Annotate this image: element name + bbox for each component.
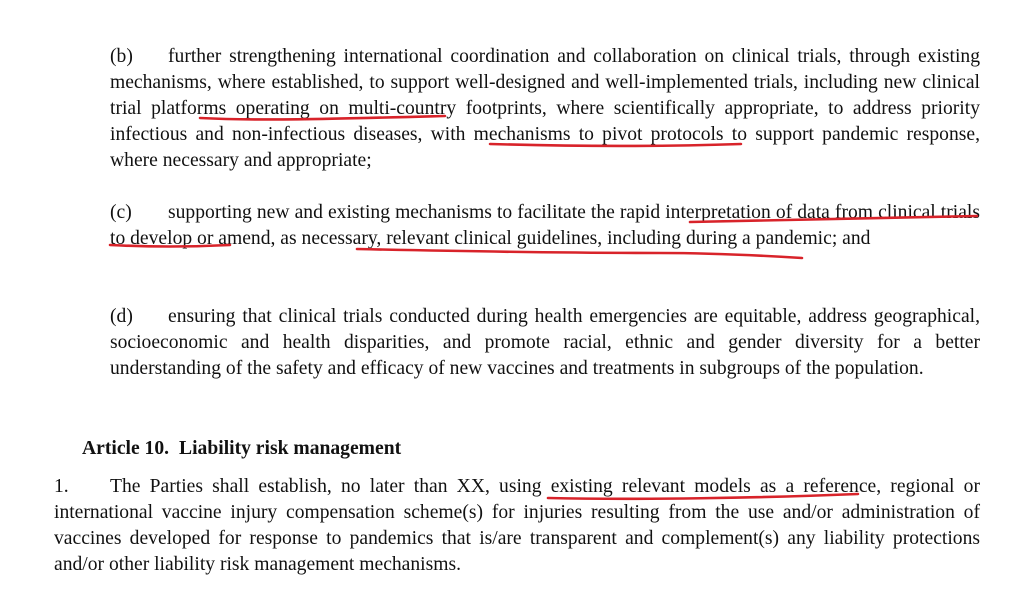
- paragraph-item-d: [110, 304, 980, 382]
- paragraph-item-c: [110, 200, 980, 252]
- item-label-b: (b): [110, 46, 133, 67]
- paragraph-text-1: The Parties shall establish, no later than XX, using existing relevant models as a reference, regional or international vaccine injury compensation scheme(s) for injuries resulting from the use and/or administration of vaccines developed for response to pandemics that is/are transparent and complement(s) any liability protections and/or other liability risk management mechanisms.: [54, 476, 980, 575]
- paragraph-item-b: [110, 44, 980, 174]
- item-text-d: ensuring that clinical trials conducted during health emergencies are equitable, address geographical, socioeconomic and health disparities, and promote racial, ethnic and gender diversity for a better understanding of the safety and efficacy of new vaccines and treatments in subgroups of the population.: [110, 306, 980, 379]
- item-label-c: (c): [110, 202, 132, 223]
- item-text-b: further strengthening international coordination and collaboration on clinical trials, through existing mechanisms, where established, to support well-designed and well-implemented trials, including new clinical trial platforms operating on multi-country footprints, where scientifically appropriate, to address priority infectious and non-infectious diseases, with mechanisms to pivot protocols to support pandemic response, where necessary and appropriate;: [110, 46, 980, 171]
- item-label-d: (d): [110, 306, 133, 327]
- item-text-c: supporting new and existing mechanisms to facilitate the rapid interpretation of data from clinical trials to develop or amend, as necessary, relevant clinical guidelines, including during a pandemic; and: [110, 202, 980, 249]
- article-title: Liability risk management: [179, 438, 402, 459]
- article-heading: [82, 436, 401, 462]
- paragraph-label-1: 1.: [54, 476, 69, 497]
- article-number: Article 10.: [82, 438, 170, 459]
- article-paragraph-1: [54, 474, 980, 578]
